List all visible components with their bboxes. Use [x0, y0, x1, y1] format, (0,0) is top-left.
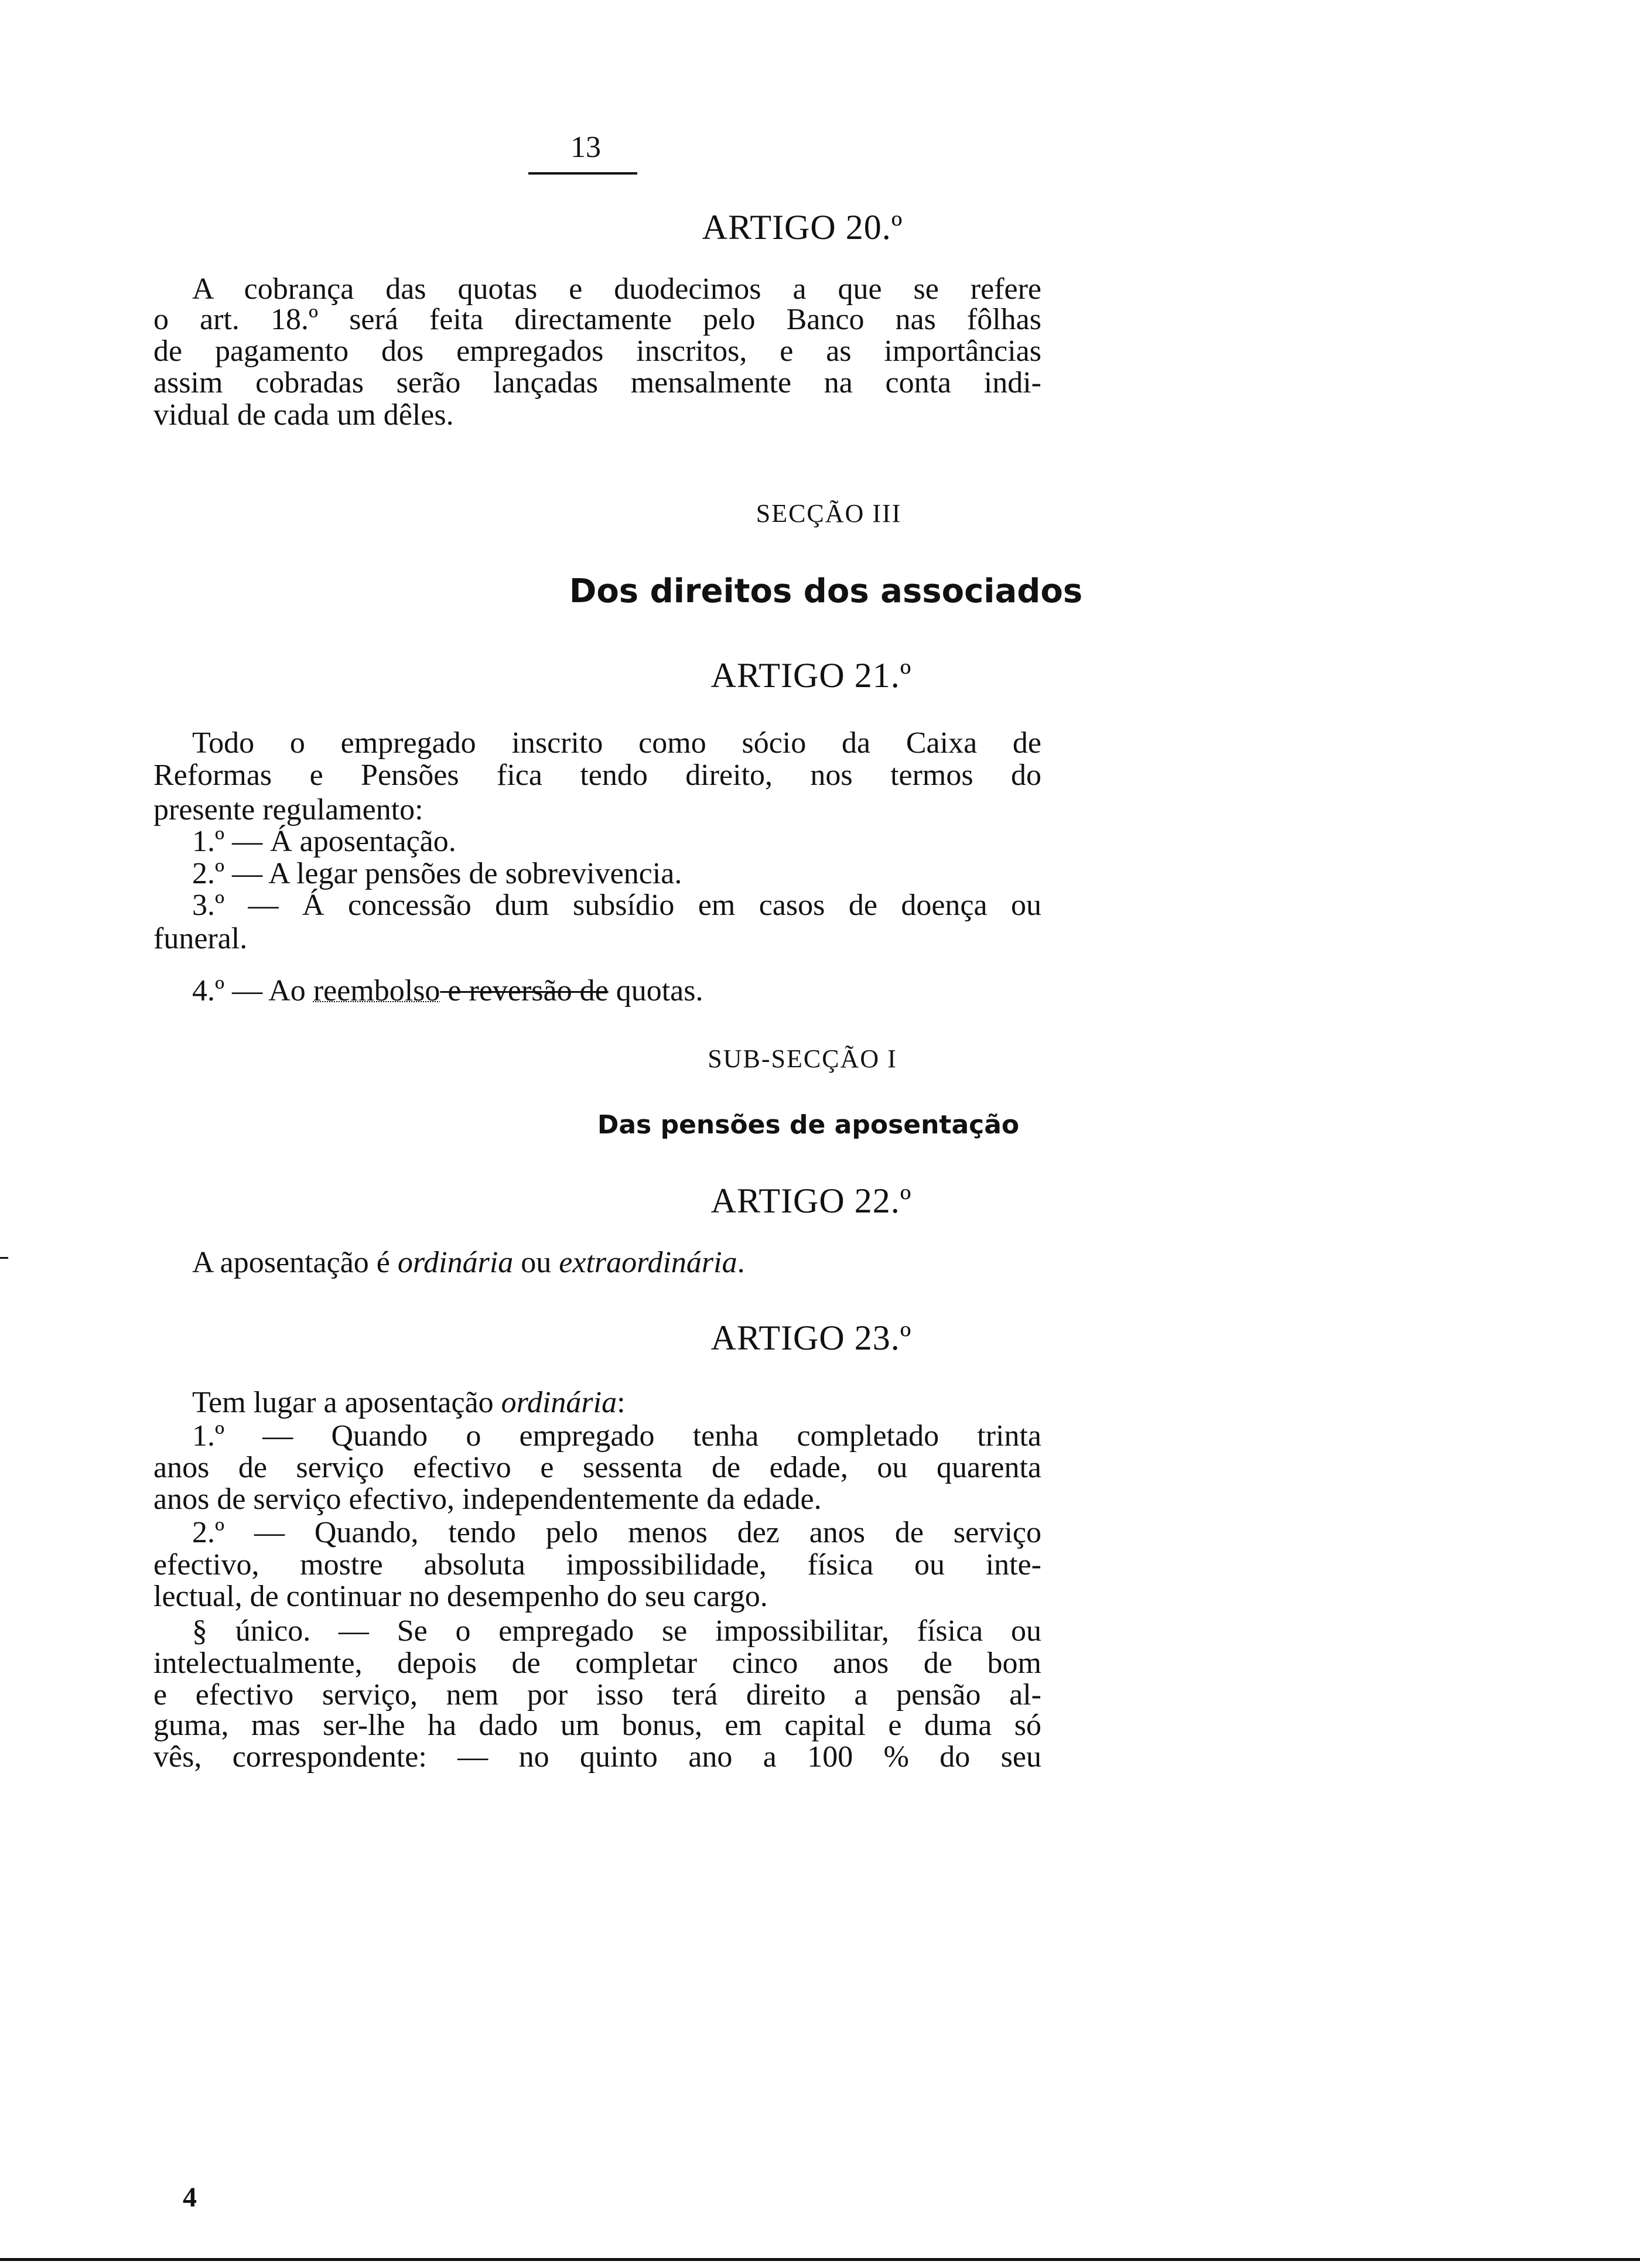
art22-text	[192, 1245, 1041, 1280]
header-rule	[528, 172, 637, 175]
art22-italic-a: ordinária	[397, 1246, 514, 1279]
art23-intro	[192, 1385, 1041, 1420]
art21-item: 3.º — Á concessão dum subsídio em casos de doença ou	[192, 889, 1041, 922]
section-label: SECÇÃO III	[756, 499, 902, 528]
art22-text-b: ou	[513, 1246, 559, 1279]
art23-line: guma, mas ser-lhe ha dado um bonus, em capital e duma só	[153, 1709, 1041, 1742]
art23-line: anos de serviço efectivo, independentemente da edade.	[153, 1483, 822, 1516]
art20-line: o art. 18.º será feita directamente pelo Banco nas fôlhas	[153, 303, 1041, 336]
art23-line: e efectivo serviço, nem por isso terá direito a pensão al-	[153, 1678, 1041, 1712]
art23-line: anos de serviço efectivo e sessenta de edade, ou quarenta	[153, 1451, 1041, 1484]
item4-prefix: 4.º — Ao	[192, 974, 313, 1007]
art22-text-c: .	[737, 1246, 745, 1279]
page-number-top: 13	[570, 131, 601, 164]
art23-line: 2.º — Quando, tendo pelo menos dez anos de serviço	[192, 1516, 1041, 1549]
art22-text-a: A aposentação é	[192, 1246, 398, 1279]
art23-intro-end: :	[617, 1386, 626, 1419]
item4-suffix: quotas.	[608, 974, 703, 1007]
section-title: Dos direitos dos associados	[569, 572, 1083, 610]
item4-underlined: reembolso	[313, 974, 440, 1007]
art22-italic-b: extraordinária	[559, 1246, 737, 1279]
art23-line: intelectualmente, depois de completar cinco anos de bom	[153, 1647, 1041, 1680]
page-number-bottom: 4	[183, 2182, 197, 2213]
left-edge-mark	[0, 1257, 8, 1259]
art21-line: Reformas e Pensões fica tendo direito, nos termos do	[153, 759, 1041, 792]
art20-line: vidual de cada um dêles.	[153, 398, 454, 432]
article-21-title: ARTIGO 21.º	[710, 656, 912, 695]
subsection-title: Das pensões de aposentação	[597, 1110, 1020, 1140]
art21-line: presente regulamento:	[153, 793, 423, 826]
subsection-label: SUB-SECÇÃO I	[708, 1044, 897, 1073]
art23-line: lectual, de continuar no desempenho do seu cargo.	[153, 1580, 768, 1613]
art23-line: efectivo, mostre absoluta impossibilidade, física ou inte-	[153, 1548, 1041, 1582]
art20-line: assim cobradas serão lançadas mensalmente na conta indi-	[153, 366, 1041, 399]
art23-intro-italic: ordinária	[501, 1386, 617, 1419]
art21-item-4	[192, 974, 1041, 1009]
art21-line: Todo o empregado inscrito como sócio da Caixa de	[192, 726, 1041, 760]
art23-line: § único. — Se o empregado se impossibilitar, física ou	[192, 1614, 1041, 1648]
article-22-title: ARTIGO 22.º	[710, 1181, 912, 1220]
bottom-border-line	[0, 2258, 1640, 2261]
article-23-title: ARTIGO 23.º	[710, 1319, 912, 1357]
art23-line: vês, correspondente: — no quinto ano a 100 % do seu	[153, 1740, 1041, 1774]
article-20-title: ARTIGO 20.º	[702, 208, 903, 247]
art21-line: funeral.	[153, 922, 248, 955]
art20-line: A cobrança das quotas e duodecimos a que se refere	[192, 272, 1041, 306]
art21-item: 1.º — Á aposentação.	[192, 825, 456, 858]
item4-struck: e reversão de	[440, 974, 609, 1007]
art20-line: de pagamento dos empregados inscritos, e as importâncias	[153, 334, 1041, 368]
art23-line: 1.º — Quando o empregado tenha completado trinta	[192, 1419, 1041, 1453]
art23-intro-text: Tem lugar a aposentação	[192, 1386, 501, 1419]
art21-item: 2.º — A legar pensões de sobrevivencia.	[192, 857, 682, 890]
